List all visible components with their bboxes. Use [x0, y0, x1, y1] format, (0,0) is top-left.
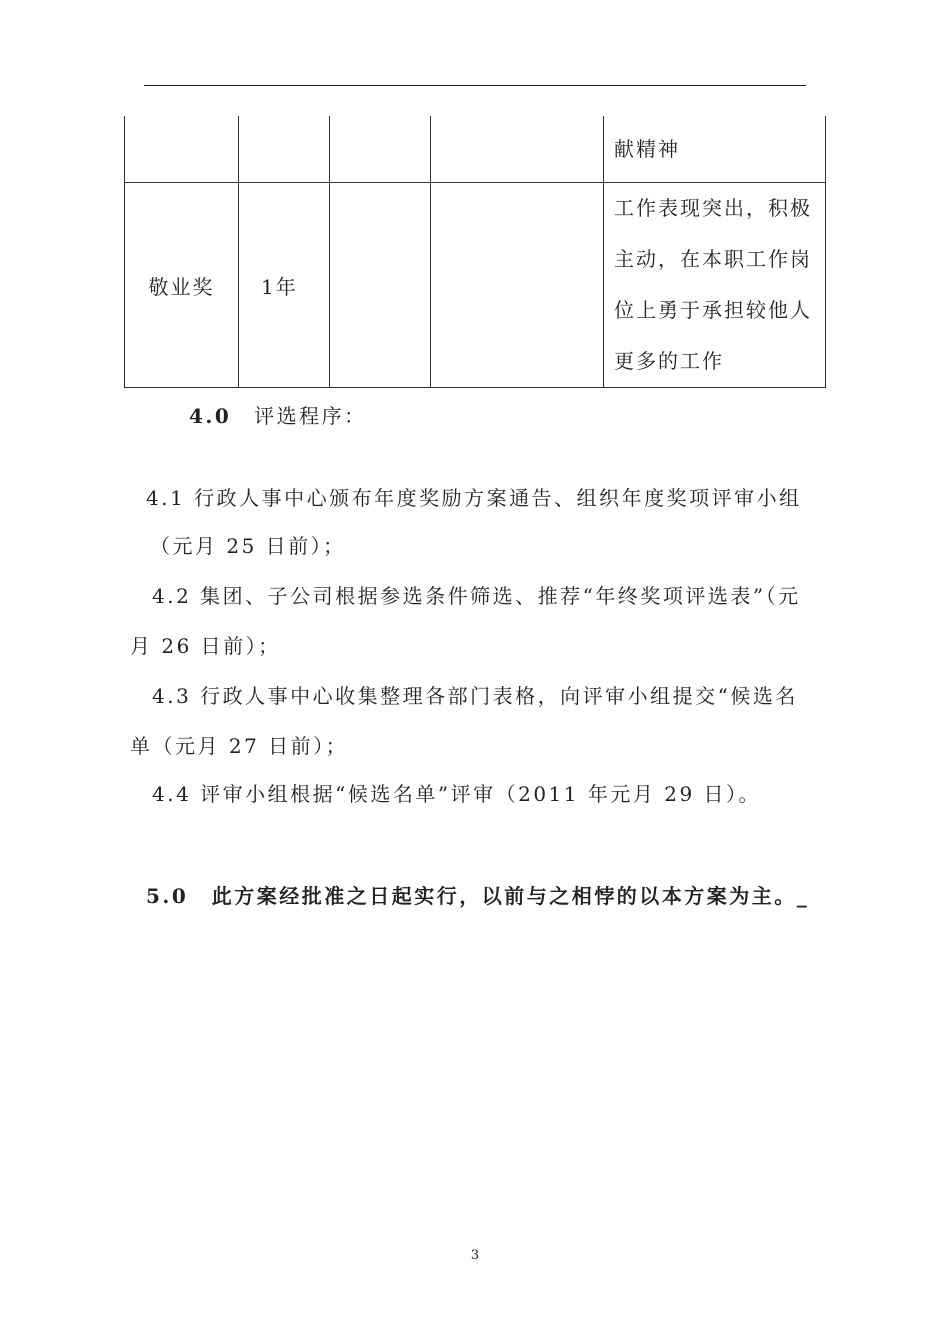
list-item: 4.1 行政人事中心颁布年度奖励方案通告、组织年度奖项评审小组	[146, 486, 802, 510]
page-number: 3	[470, 1248, 480, 1263]
description-line: 工作表现突出，积极	[614, 196, 812, 220]
section-4-heading	[189, 400, 367, 429]
table-cell	[125, 116, 239, 183]
list-item-continuation: （元月 25 日前）；	[150, 534, 346, 558]
table-cell	[330, 183, 431, 388]
section-5	[146, 880, 809, 909]
list-item-continuation: 单（元月 27 日前）；	[130, 734, 349, 758]
table-row	[125, 183, 826, 388]
table-cell	[431, 116, 604, 183]
description-line: 主动，在本职工作岗	[614, 247, 812, 271]
table-cell	[431, 183, 604, 388]
section-number: 5.0	[146, 884, 189, 908]
service-years-cell: 1年	[239, 183, 330, 388]
list-item: 4.3 行政人事中心收集整理各部门表格，向评审小组提交“候选名	[152, 684, 798, 708]
table-row	[125, 116, 826, 183]
list-item: 4.4 评审小组根据“候选名单”评审（2011 年元月 29 日）。	[152, 782, 762, 806]
description-line: 位上勇于承担较他人	[614, 298, 812, 322]
header-rule	[144, 85, 806, 86]
award-description-cell: 献精神	[604, 116, 826, 183]
award-description-cell	[604, 183, 826, 388]
list-item-continuation: 月 26 日前）；	[130, 634, 281, 658]
section-number: 4.0	[189, 404, 232, 428]
section-5-text: 此方案经批准之日起实行，以前与之相悖的以本方案为主。_	[211, 884, 810, 908]
section-title: 评选程序：	[254, 404, 367, 428]
list-item: 4.2 集团、子公司根据参选条件筛选、推荐“年终奖项评选表”（元	[152, 584, 801, 608]
table-cell	[330, 116, 431, 183]
award-name-cell: 敬业奖	[125, 183, 239, 388]
description-line: 更多的工作	[614, 349, 724, 373]
table-cell	[239, 116, 330, 183]
award-table	[124, 116, 826, 388]
